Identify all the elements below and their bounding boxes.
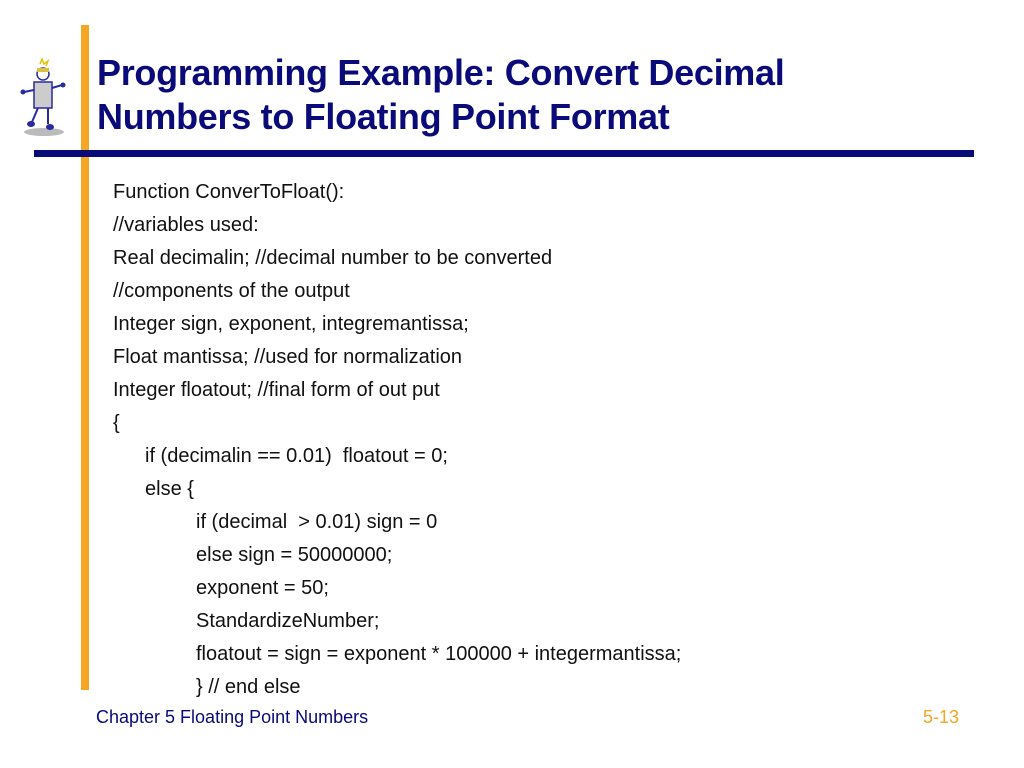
- code-body: [113, 176, 681, 704]
- slide-title: [97, 51, 784, 139]
- code-line: {: [113, 412, 120, 434]
- robot-mascot-icon: [18, 58, 68, 138]
- title-underline-bar: [34, 150, 974, 157]
- code-line: else sign = 50000000;: [196, 544, 393, 566]
- code-line: Integer floatout; //final form of out put: [113, 379, 440, 401]
- code-line: if (decimal > 0.01) sign = 0: [196, 511, 438, 533]
- page-number: 5-13: [923, 707, 960, 727]
- code-line: if (decimalin == 0.01) floatout = 0;: [145, 445, 448, 467]
- code-line: floatout = sign = exponent * 100000 + integermantissa;: [196, 643, 682, 665]
- code-line: Function ConverToFloat():: [113, 181, 345, 203]
- code-line: //variables used:: [113, 214, 259, 236]
- code-line: else {: [145, 478, 194, 500]
- code-line: //components of the output: [113, 280, 350, 302]
- title-line-1: Programming Example: Convert Decimal: [97, 52, 785, 93]
- vertical-accent-bar: [81, 25, 89, 690]
- title-line-2: Numbers to Floating Point Format: [97, 96, 670, 137]
- code-line: Integer sign, exponent, integremantissa;: [113, 313, 469, 335]
- code-line: exponent = 50;: [196, 577, 329, 599]
- code-line: Real decimalin; //decimal number to be converted: [113, 247, 553, 269]
- code-line: Float mantissa; //used for normalization: [113, 346, 463, 368]
- code-line: } // end else: [196, 676, 301, 698]
- code-line: StandardizeNumber;: [196, 610, 380, 632]
- footer-chapter: Chapter 5 Floating Point Numbers: [96, 707, 369, 727]
